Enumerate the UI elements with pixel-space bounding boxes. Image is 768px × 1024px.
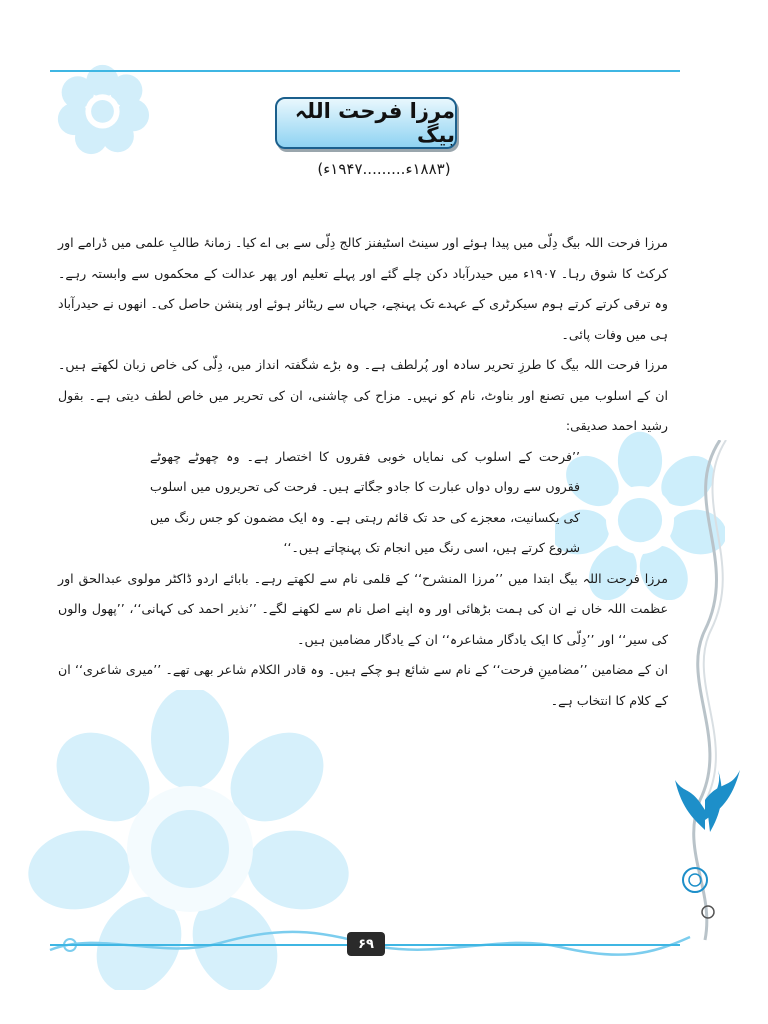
block-quote: ’’فرحت کے اسلوب کی نمایاں خوبی فقروں کا اختصار ہے۔ وہ چھوٹے چھوٹے فقروں سے رواں دواں عبارت کا جادو جگاتے ہیں۔ فرحت کی تحریروں میں اسلوب کی یکسانیت، معجزے کی حد تک قائم رہتی ہے۔ وہ ایک مضمون کو جس رنگ میں شروع کرتے ہیں، اسی رنگ میں انجام تک پہنچاتے ہیں۔‘‘ bbox=[150, 448, 580, 555]
page-number: ۶۹ bbox=[347, 932, 385, 956]
article-body bbox=[58, 228, 668, 716]
chapter-title-box bbox=[275, 97, 457, 149]
vine-decoration-right bbox=[660, 440, 750, 960]
flower-decoration-top-left bbox=[55, 62, 150, 157]
chapter-title: مرزا فرحت اللہ بیگ bbox=[294, 99, 455, 147]
life-dates: (۱۸۸۳ء.........۱۹۴۷ء) bbox=[317, 160, 451, 178]
paragraph-4: ان کے مضامین ’’مضامینِ فرحت‘‘ کے نام سے شائع ہو چکے ہیں۔ وہ قادر الکلام شاعر بھی تھے۔ ’’میری شاعری‘‘ ان کے کلام کا انتخاب ہے۔ bbox=[58, 662, 668, 708]
paragraph-2: مرزا فرحت اللہ بیگ کا طرزِ تحریر سادہ اور پُرلطف ہے۔ وہ بڑے شگفتہ انداز میں، دِلّی کی خاص زبان لکھتے ہیں۔ ان کے اسلوب میں تصنع اور بناوٹ، نام کو نہیں۔ مزاح کی چاشنی، ان کی تحریر میں خاص لطف دیتی ہے۔ بقول رشید احمد صدیقی: bbox=[58, 357, 668, 433]
paragraph-3: مرزا فرحت اللہ بیگ ابتدا میں ’’مرزا المنشرح‘‘ کے قلمی نام سے لکھتے رہے۔ بابائے اردو ڈاکٹر مولوی عبدالحق اور عظمت اللہ خاں نے ان کی ہمت بڑھائی اور وہ اپنے اصل نام سے لکھنے لگے۔ ’’نذیر احمد کی کہانی‘‘، ’’پھول والوں کی سیر‘‘ اور ’’دِلّی کا ایک یادگار مشاعرہ‘‘ ان کے یادگار مضامین ہیں۔ bbox=[58, 570, 668, 647]
top-rule bbox=[50, 70, 680, 72]
paragraph-1: مرزا فرحت اللہ بیگ دِلّی میں پیدا ہوئے اور سینٹ اسٹیفنز کالج دِلّی سے بی اے کیا۔ زمانۂ طالبِ علمی میں ڈرامے اور کرکٹ کا شوق رہا۔ ۱۹۰۷ء میں حیدرآباد دکن چلے گئے اور پہلے تعلیم اور پھر عدالت کے محکموں سے وابستہ رہے۔ وہ ترقی کرتے کرتے ہوم سیکرٹری کے عہدے تک پہنچے، جہاں سے ریٹائر ہوئے اور پنشن حاصل کی۔ انھوں نے حیدرآباد ہی میں وفات پائی۔ bbox=[58, 235, 668, 342]
